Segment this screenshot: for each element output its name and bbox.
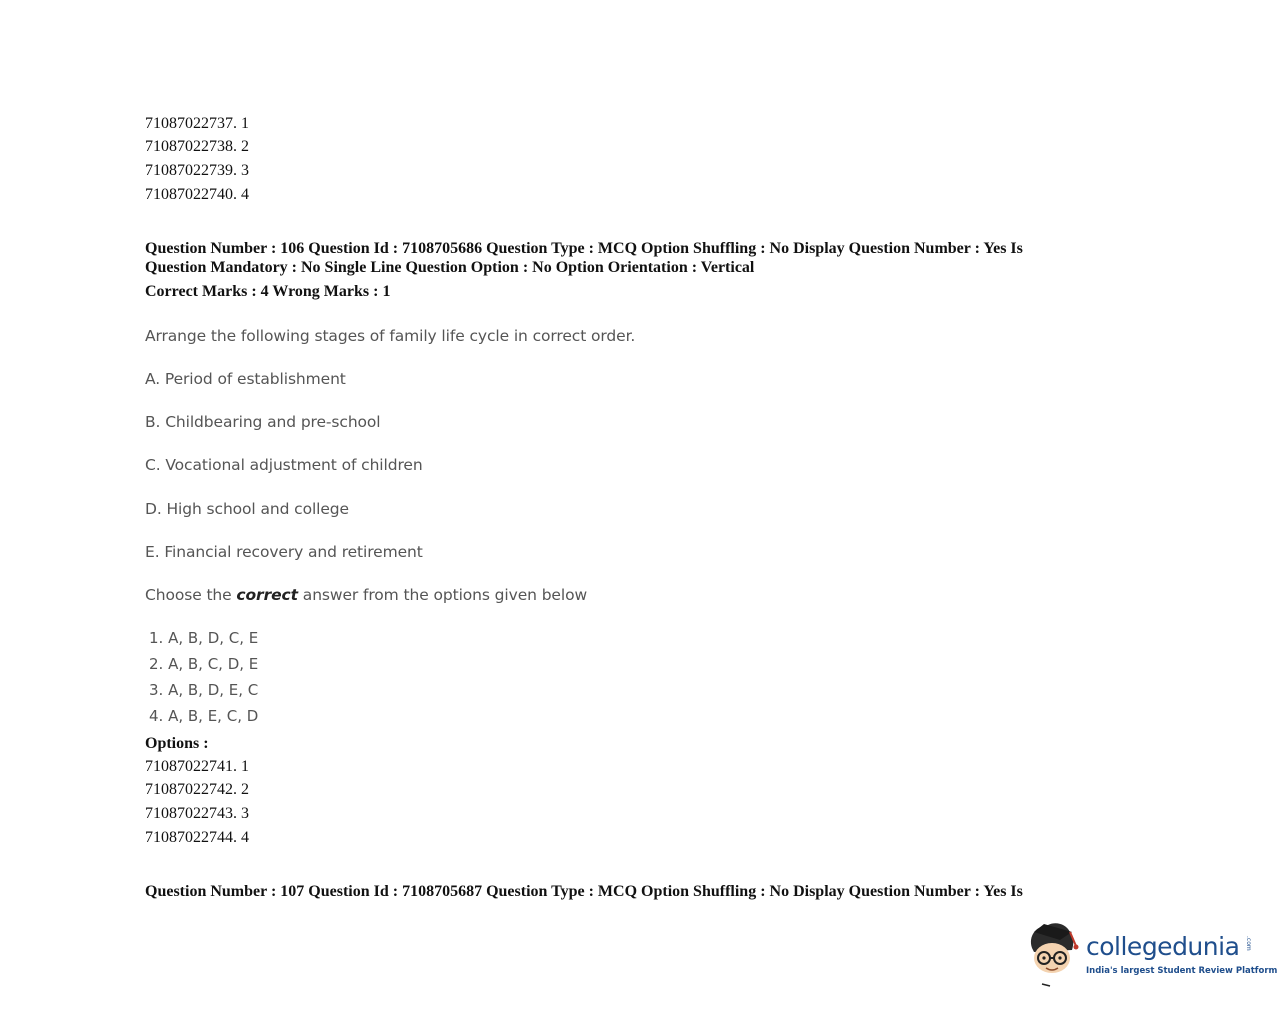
question-marks: Correct Marks : 4 Wrong Marks : 1	[145, 283, 391, 300]
question-header-continued: Question Mandatory : No Single Line Question Option : No Option Orientation : Vertical	[145, 259, 755, 276]
question-item: B. Childbearing and pre-school	[145, 413, 381, 431]
logo-tagline: India's largest Student Review Platform	[1086, 966, 1278, 976]
question-header: Question Number : 107 Question Id : 7108705687 Question Type : MCQ Option Shuffling : No Display Question Number : Yes Is	[145, 883, 1023, 900]
option-line: 71087022740. 4	[145, 186, 249, 203]
instruction-pre: Choose the	[145, 586, 237, 604]
answer-choice: 4. A, B, E, C, D	[149, 707, 259, 725]
option-line: 71087022742. 2	[145, 781, 249, 798]
mascot-icon	[1026, 918, 1086, 990]
question-item: A. Period of establishment	[145, 370, 346, 388]
question-item: D. High school and college	[145, 500, 349, 518]
question-prompt: Arrange the following stages of family life cycle in correct order.	[145, 327, 636, 345]
option-line: 71087022741. 1	[145, 758, 249, 775]
collegedunia-logo	[1026, 918, 1278, 990]
option-line: 71087022743. 3	[145, 805, 249, 822]
option-line: 71087022738. 2	[145, 138, 249, 155]
question-item: C. Vocational adjustment of children	[145, 456, 423, 474]
instruction-emphasis: correct	[236, 586, 298, 604]
option-line: 71087022737. 1	[145, 115, 249, 132]
question-header: Question Number : 106 Question Id : 7108705686 Question Type : MCQ Option Shuffling : No Display Question Number : Yes Is	[145, 240, 1023, 257]
answer-choice: 2. A, B, C, D, E	[149, 655, 259, 673]
option-line: 71087022739. 3	[145, 162, 249, 179]
option-line: 71087022744. 4	[145, 829, 249, 846]
options-label: Options :	[145, 735, 209, 752]
answer-choice: 3. A, B, D, E, C	[149, 681, 259, 699]
question-item: E. Financial recovery and retirement	[145, 543, 423, 561]
logo-wordmark: collegedunia	[1086, 932, 1240, 961]
instruction-post: answer from the options given below	[297, 586, 588, 604]
logo-suffix: .com	[1245, 936, 1252, 951]
answer-choice: 1. A, B, D, C, E	[149, 629, 259, 647]
question-instruction	[145, 585, 587, 605]
